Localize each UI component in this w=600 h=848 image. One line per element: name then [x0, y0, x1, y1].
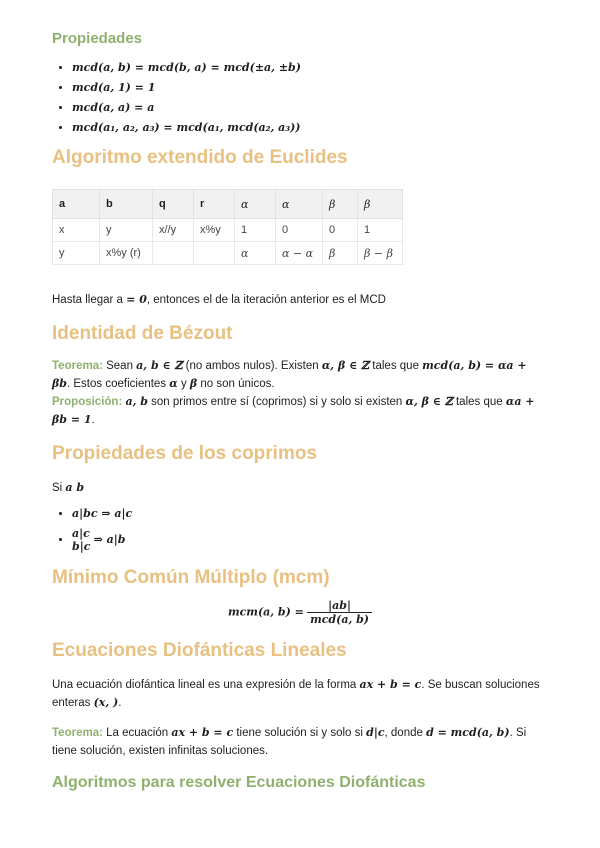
table-cell: α − α: [276, 242, 323, 265]
table-header: β: [323, 190, 358, 219]
table-cell: 0: [276, 219, 323, 242]
mcm-formula: mcm(a, b) = $\frac{|ab|}{\text{mcd(a, b)}}$: [52, 599, 548, 626]
list-item: • mcd(a, b) = mcd(b, a) = mcd(±a, ±b): [72, 61, 548, 75]
heading-algoritmos: Algoritmos para resolver Ecuaciones Diofánticas: [52, 774, 426, 791]
table-cell: 0: [323, 219, 358, 242]
list-item: • mcd(a, 1) = 1: [72, 81, 548, 95]
list-item: • a|c b|c ⇒ a|b: [72, 527, 548, 553]
coprimos-list: [52, 507, 548, 553]
table-header: α: [235, 190, 276, 219]
proposicion-label: Proposición:: [52, 396, 123, 408]
heading-diofanticas: Ecuaciones Diofánticas Lineales: [52, 640, 347, 661]
heading-coprimos: Propiedades de los coprimos: [52, 443, 318, 464]
bezout-proposicion: Proposición: a, b son primos entre sí (coprimos) si y solo si existen α, β ∈ ℤ tales que αa + βb = 1.: [52, 395, 535, 426]
table-header: a: [53, 190, 100, 219]
propiedades-list: [52, 61, 548, 135]
heading-euclides: Algoritmo extendido de Euclides: [52, 147, 348, 168]
list-item: • mcd(a, a) = a: [72, 101, 548, 115]
table-cell: β: [323, 242, 358, 265]
table-header: r: [194, 190, 235, 219]
euclides-table: [52, 189, 403, 265]
table-header-row: [53, 190, 403, 219]
list-item: • a|bc ⇒ a|c: [72, 507, 548, 521]
teorema-label: Teorema:: [52, 360, 103, 372]
stacked-condition: • a|c b|c: [72, 527, 91, 553]
table-cell: x%y: [194, 219, 235, 242]
heading-propiedades: Propiedades: [52, 30, 143, 47]
table-row: [53, 242, 403, 265]
table-header: b: [100, 190, 153, 219]
table-cell: y: [53, 242, 100, 265]
table-cell: [194, 242, 235, 265]
table-cell: 1: [235, 219, 276, 242]
table-cell: y: [100, 219, 153, 242]
table-cell: α: [235, 242, 276, 265]
table-cell: x: [53, 219, 100, 242]
euclides-note: Hasta llegar a = 0, entonces el de la iteración anterior es el MCD: [52, 293, 386, 306]
coprimos-si: Si a b: [52, 481, 85, 494]
table-row: [53, 219, 403, 242]
table-cell: [153, 242, 194, 265]
list-item: • mcd(a₁, a₂, a₃) = mcd(a₁, mcd(a₂, a₃)): [72, 121, 548, 135]
table-cell: x//y: [153, 219, 194, 242]
table-header: α: [276, 190, 323, 219]
teorema-label: Teorema:: [52, 727, 103, 739]
table-cell: 1: [358, 219, 403, 242]
table-cell: x%y (r): [100, 242, 153, 265]
fraction: $\frac{|ab|}{\text{mcd(a, b)}}$: [307, 599, 372, 626]
heading-bezout: Identidad de Bézout: [52, 323, 233, 344]
table-cell: β − β: [358, 242, 403, 265]
table-header: β: [358, 190, 403, 219]
heading-mcm: Mínimo Común Múltiplo (mcm): [52, 567, 330, 588]
diofanticas-definicion: Una ecuación diofántica lineal es una expresión de la forma ax + b = c. Se buscan soluciones enteras (x, ).: [52, 678, 540, 709]
bezout-teorema: Teorema: Sean a, b ∈ ℤ (no ambos nulos). Existen α, β ∈ ℤ tales que mcd(a, b) = αa + βb. Estos coeficientes α y β no son únicos.: [52, 359, 527, 390]
table-header: q: [153, 190, 194, 219]
diofanticas-teorema: Teorema: La ecuación ax + b = c tiene solución si y solo si d|c, donde d = mcd(a, b). Si tiene solución, existen infinitas soluciones.: [52, 726, 527, 757]
